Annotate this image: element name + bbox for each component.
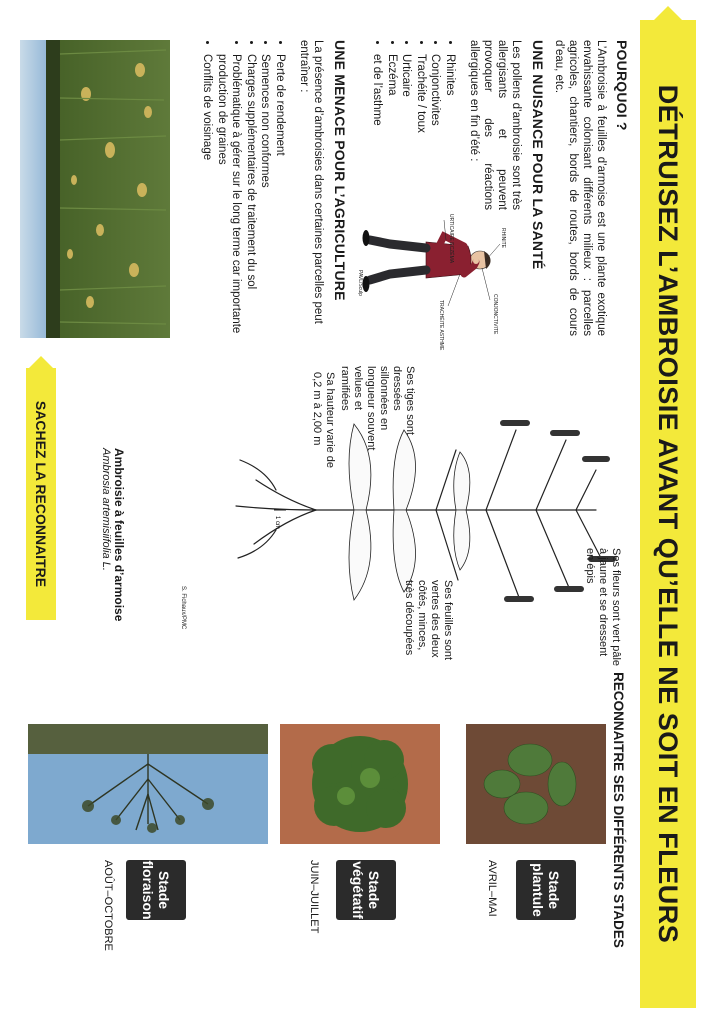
list-item: • Urticaire (399, 54, 414, 210)
flower-spike (504, 596, 534, 602)
agriculture-text: La présence d’ambroisies dans certaines parcelles peut entraîner : (298, 40, 324, 324)
label-urticaire: URTICAIRE ECZÉMA (448, 214, 454, 264)
stage-plantule-period: AVRIL–MAI (486, 860, 498, 917)
list-item: • Rhinites (443, 54, 458, 210)
list-item: • et de l’asthme (370, 54, 385, 210)
scale-label: 1 cm (274, 516, 280, 530)
leaves-note: Ses feuilles sont vertes des deux côtés, minces, très découpées (403, 580, 454, 661)
pourquoi-section (552, 40, 630, 336)
height-note: Sa hauteur varie de 0,2 m à 2,00 m (311, 372, 336, 469)
list-item: • Trachéite / toux (414, 54, 429, 210)
sachez-banner (26, 368, 56, 620)
stages-heading: RECONNAITRE SES DIFFÉRENTS STADES (611, 672, 626, 948)
list-item: • Perte de rendement (273, 54, 288, 340)
plant-caption (100, 448, 126, 668)
leaf (349, 510, 371, 600)
stage-plantule-photo (466, 724, 606, 844)
plant-name: Ambroisie à feuilles d’armoise (112, 448, 126, 622)
leaf (454, 452, 470, 510)
sachez-text: SACHEZ LA RECONNAITRE (33, 400, 49, 588)
label-tracheite: TRACHÉITE ASTHME (438, 300, 444, 351)
sante-list (370, 40, 457, 210)
agriculture-list (200, 40, 287, 340)
label-conjonctivite: CONJONCTIVITE (492, 294, 498, 335)
title-banner (640, 20, 696, 1008)
allergy-figure (357, 214, 508, 351)
plant-latin: Ambrosia artemisiifolia L. (100, 448, 112, 571)
sante-text: Les pollens d’ambroisie sont très allergisants et peuvent provoquer des réactions allergiques en fin d’été : (468, 40, 522, 210)
illustration-credit: S. Fichaux/PMC (180, 586, 186, 630)
field-photo (20, 40, 170, 338)
sante-heading: UNE NUISANCE POUR LA SANTÉ (530, 40, 546, 270)
flower-spike (554, 586, 584, 592)
label-rhinite: RHINITE (500, 228, 506, 248)
stage-vegetatif-photo (280, 724, 440, 844)
agriculture-section (200, 40, 348, 340)
stage-floraison-period: AOÛT–OCTOBRE (102, 860, 114, 951)
list-item: • Conflits de voisinage (200, 54, 215, 340)
stage-floraison-photo (28, 724, 268, 844)
stage-plantule-label: Stade plantule (516, 860, 576, 920)
sante-section (370, 40, 546, 270)
list-item: • Charges supplémentaires de traitement du sol (244, 54, 259, 340)
list-item: • Semences non conformes (258, 54, 273, 340)
pourquoi-heading: POURQUOI ? (614, 40, 630, 131)
flower-spike (550, 430, 580, 436)
list-item: • Conjonctivites (428, 54, 443, 210)
stage-floraison-label: Stade floraison (126, 860, 186, 920)
stage-vegetatif-label: Stade végétatif (336, 860, 396, 920)
page-title: DÉTRUISEZ L’AMBROISIE AVANT QU’ELLE NE SOIT EN FLEURS (653, 84, 684, 944)
list-item: • Problématique à gérer sur le long terme car importante production de graines (215, 54, 244, 340)
agriculture-heading: UNE MENACE POUR L’AGRICULTURE (332, 40, 348, 301)
list-item: • Eczéma (385, 54, 400, 210)
figure-credit: PAVL/Sculp (357, 270, 363, 296)
flower-spike (500, 420, 530, 426)
stems-note: Ses tiges sont dressées sillonnées en longueur souvent velues et ramifiées (339, 366, 416, 451)
leaf (454, 510, 470, 570)
pourquoi-text: L’Ambroisie à feuilles d’armoise est une plante exotique envahissante colonisant différents milieux : parcelles agricoles, chantiers, bords de routes, bords de cours d’eau, etc. (553, 40, 607, 336)
flowers-note: Ses fleurs sont vert pâle à jaune et se dressent en épis (584, 548, 622, 667)
flower-spike (582, 456, 610, 462)
stage-vegetatif-period: JUIN–JUILLET (308, 860, 320, 934)
